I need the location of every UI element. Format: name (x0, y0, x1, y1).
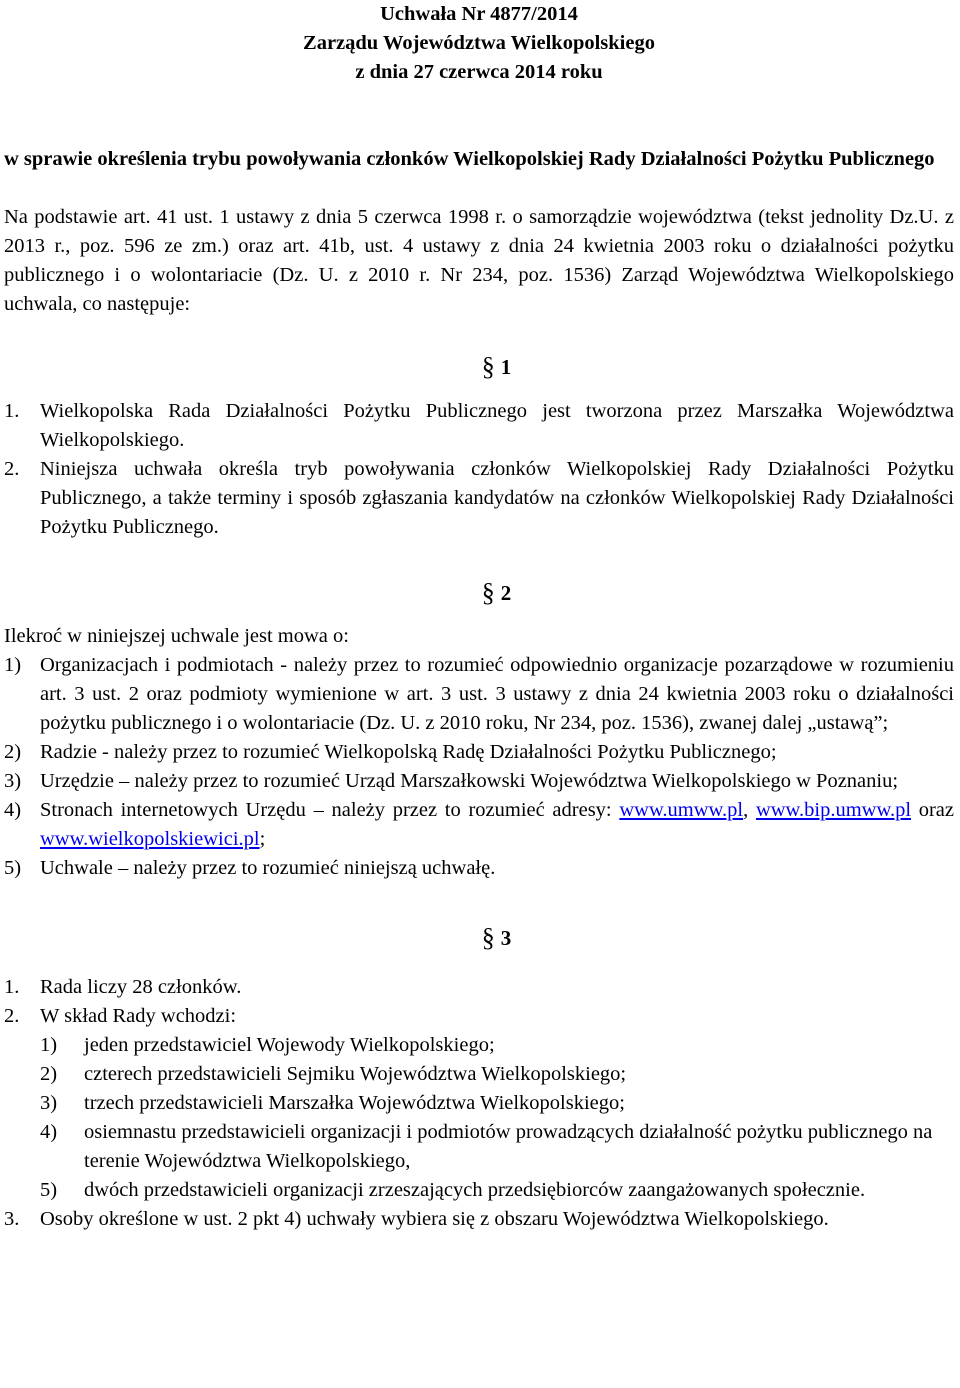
resolution-issuer: Zarządu Województwa Wielkopolskiego (303, 32, 655, 54)
list-item-number: 5) (4, 857, 22, 879)
sub-list-item (4, 1176, 954, 1205)
sub-list-item-text: dwóch przedstawicieli organizacji zrzeszających przedsiębiorców zaangażowanych społecznie. (84, 1179, 866, 1201)
sub-list-item-number: 2) (40, 1063, 58, 1085)
list-item-number: 2. (4, 1005, 20, 1027)
separator: oraz (911, 799, 955, 821)
definitions-intro: Ilekroć w niniejszej uchwale jest mowa o: (4, 625, 349, 647)
sub-list-item (4, 1118, 954, 1176)
preamble: Na podstawie art. 41 ust. 1 ustawy z dnia 5 czerwca 1998 r. o samorządzie województwa (tekst jednolity Dz.U. z 2013 r., poz. 596 ze zm.) oraz art. 41b, ust. 4 ustawy z dnia 24 kwietnia 2003 roku o działalności pożytku publicznego i o wolontariacie (Dz. U. z 2010 r. Nr 234, poz. 1536) Zarząd Województwa Wielkopolskiego uchwala, co następuje: (4, 206, 954, 315)
section-sign: § (481, 923, 495, 952)
resolution-number: Uchwała Nr 4877/2014 (380, 3, 578, 25)
document-title (4, 0, 954, 87)
sub-list-item-text: osiemnastu przedstawicieli organizacji i podmiotów prowadzących działalność pożytku publicznego na terenie Województwa Wielkopolskiego, (84, 1121, 933, 1172)
separator: ; (259, 828, 266, 850)
list-item (4, 796, 954, 854)
sub-list-item (4, 1060, 954, 1089)
list-item (4, 1205, 954, 1234)
list-item (4, 397, 954, 455)
list-item-number: 1. (4, 976, 20, 998)
link-bip-umww[interactable]: www.bip.umww.pl (755, 799, 912, 821)
list-item (4, 738, 954, 767)
section-sign: § (481, 578, 495, 607)
list-item-text (40, 796, 954, 854)
list-item-text: Niniejsza uchwała określa tryb powoływania członków Wielkopolskiej Rady Działalności Pożytku Publicznego, a także terminy i sposób zgłaszania kandydatów na członków Wielkopolskiej Rady Działalności Pożytku Publicznego. (40, 458, 954, 538)
section-number: 3 (500, 926, 512, 950)
sub-list-item (4, 1031, 954, 1060)
sub-list-item-number: 4) (40, 1121, 58, 1143)
list-item-text: Urzędzie – należy przez to rozumieć Urząd Marszałkowski Województwa Wielkopolskiego w Poznaniu; (40, 770, 899, 792)
list-item-number: 2. (4, 458, 20, 480)
section-sign: § (481, 352, 495, 381)
list-item (4, 854, 954, 883)
list-item (4, 455, 954, 542)
list-item-number: 3. (4, 1208, 20, 1230)
list-item-number: 1. (4, 400, 20, 422)
list-item-text: W skład Rady wchodzi: (40, 1005, 237, 1027)
list-item-text: Radzie - należy przez to rozumieć Wielkopolską Radę Działalności Pożytku Publicznego; (40, 741, 777, 763)
list-item (4, 1002, 954, 1031)
separator: , (743, 799, 756, 821)
list-item-text: Organizacjach i podmiotach - należy przez to rozumieć odpowiednio organizacje pozarządowe w rozumieniu art. 3 ust. 2 oraz podmioty wymienione w art. 3 ust. 3 ustawy z dnia 24 kwietnia 2003 roku o działalności pożytku publicznego i o wolontariacie (Dz. U. z 2010 roku, Nr 234, poz. 1536), zwanej dalej „ustawą”; (40, 654, 954, 734)
list-item (4, 767, 954, 796)
resolution-subject: w sprawie określenia trybu powoływania członków Wielkopolskiej Rady Działalności Pożytku Publicznego (4, 148, 935, 170)
list-item-text: Uchwale – należy przez to rozumieć niniejszą uchwałę. (40, 857, 496, 879)
list-item-number: 4) (4, 799, 22, 821)
sub-list-item (4, 1089, 954, 1118)
sub-list-item-text: trzech przedstawicieli Marszałka Województwa Wielkopolskiego; (84, 1092, 625, 1114)
section-2-heading (4, 578, 954, 608)
section-number: 1 (500, 355, 512, 379)
websites-definition-text: Stronach internetowych Urzędu – należy przez to rozumieć adresy: (40, 799, 620, 821)
sub-list-item-number: 3) (40, 1092, 58, 1114)
list-item-number: 1) (4, 654, 22, 676)
list-item-number: 2) (4, 741, 22, 763)
list-item-text: Wielkopolska Rada Działalności Pożytku Publicznego jest tworzona przez Marszałka Województwa Wielkopolskiego. (40, 400, 954, 451)
section-1-heading (4, 352, 954, 382)
sub-list-item-number: 1) (40, 1034, 58, 1056)
list-item (4, 973, 954, 1002)
link-umww[interactable]: www.umww.pl (619, 799, 744, 821)
link-wielkopolskiewici[interactable]: www.wielkopolskiewici.pl (40, 828, 260, 850)
section-3-heading (4, 923, 954, 953)
sub-list-item-text: czterech przedstawicieli Sejmiku Województwa Wielkopolskiego; (84, 1063, 627, 1085)
resolution-date: z dnia 27 czerwca 2014 roku (355, 61, 603, 83)
list-item (4, 651, 954, 738)
section-number: 2 (500, 581, 512, 605)
list-item-number: 3) (4, 770, 22, 792)
sub-list-item-text: jeden przedstawiciel Wojewody Wielkopolskiego; (84, 1034, 495, 1056)
list-item-text: Osoby określone w ust. 2 pkt 4) uchwały wybiera się z obszaru Województwa Wielkopolskiego. (40, 1208, 829, 1230)
sub-list-item-number: 5) (40, 1179, 58, 1201)
list-item-text: Rada liczy 28 członków. (40, 976, 242, 998)
